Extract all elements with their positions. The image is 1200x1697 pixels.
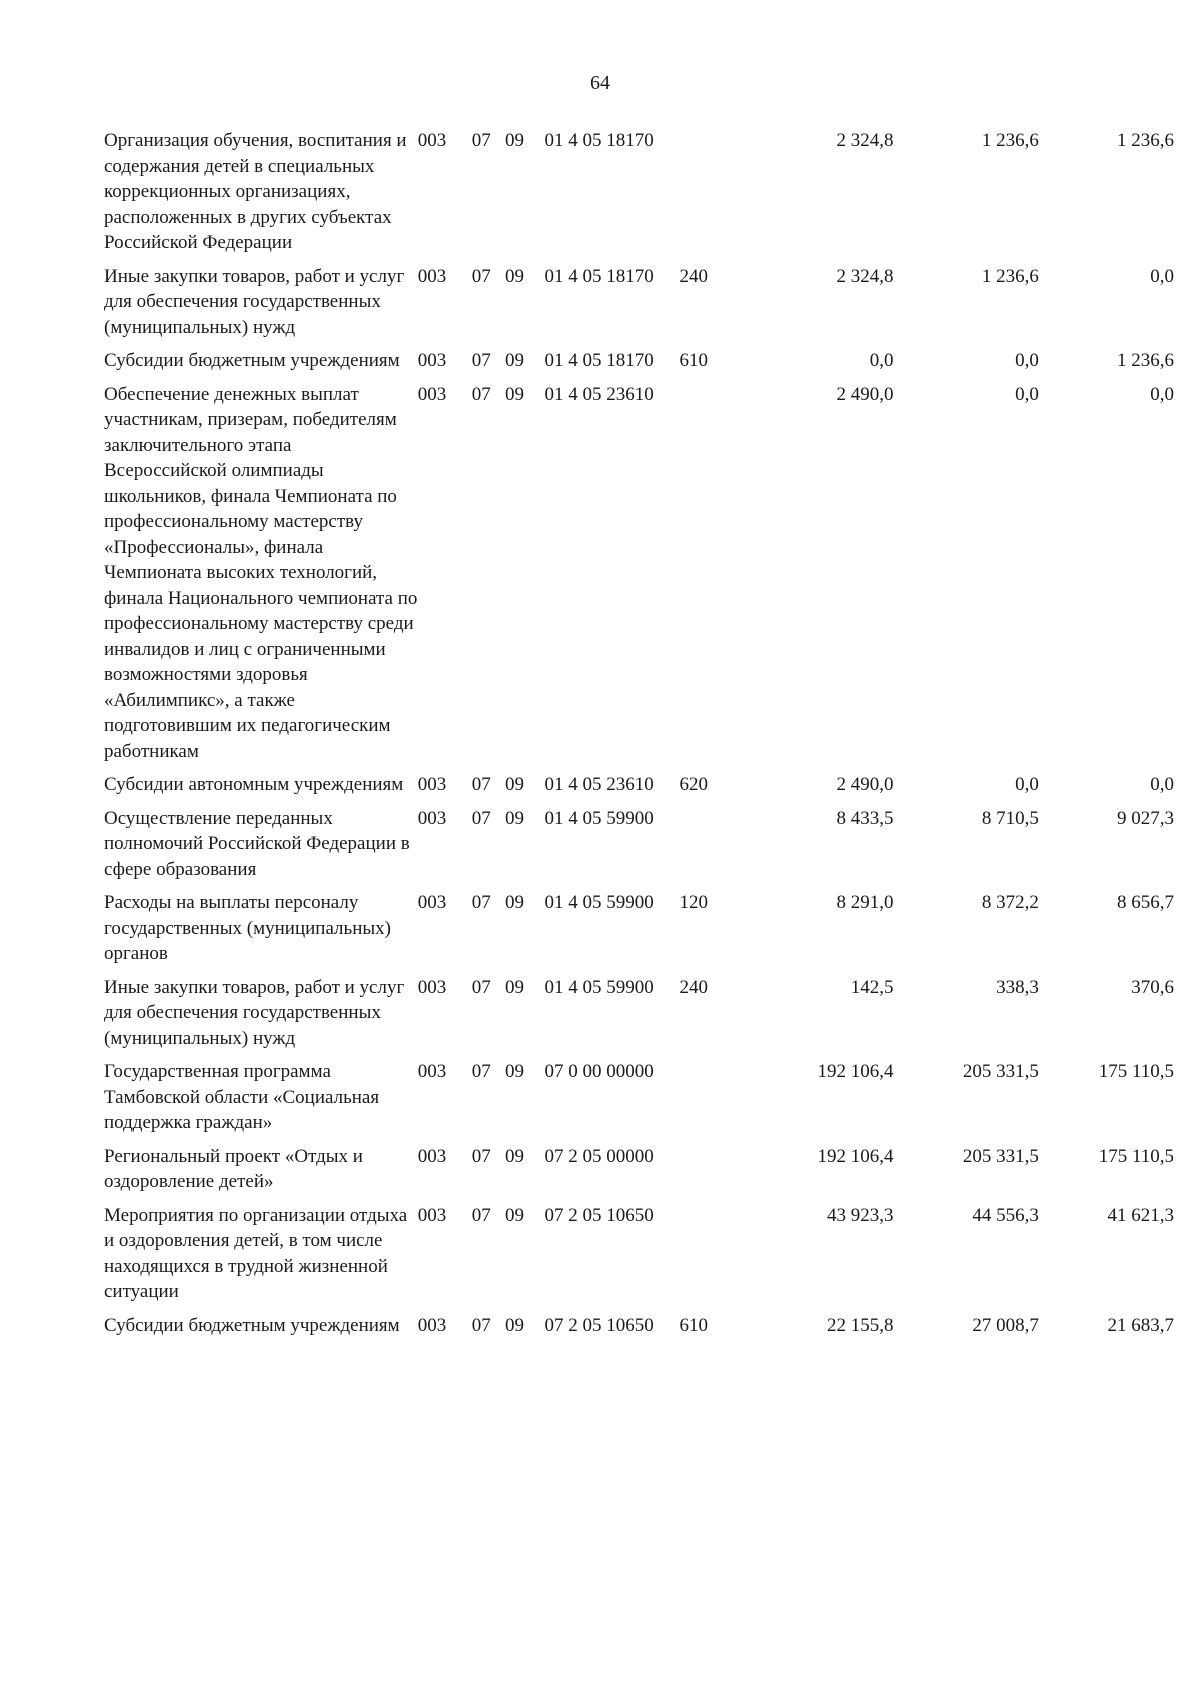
row-section-code: 07 <box>471 1061 491 1082</box>
row-name: Расходы на выплаты персоналу государственных (муниципальных) органов <box>104 892 391 964</box>
row-subsection-code: 09 <box>504 1061 524 1082</box>
row-amount-year2: 0,0 <box>1015 774 1039 795</box>
row-name: Обеспечение денежных выплат участникам, призерам, победителям заключительного этапа Всероссийской олимпиады школьников, финала Чемпионата по профессиональному мастерству «Профессионалы», финала Чемпионата высоких технологий, финала Национального чемпионата по профессиональному мастерству среди инвалидов и лиц с ограниченными возможностями здоровья «Абилимпикс», а также подготовившим их педагогическим работникам <box>104 383 418 762</box>
row-amount-year1: 2 324,8 <box>836 130 894 151</box>
row-amount-year3: 1 236,6 <box>1117 350 1174 371</box>
row-target-article: 01 4 05 59900 <box>544 807 654 829</box>
row-amount-year1: 8 291,0 <box>836 892 894 913</box>
row-expense-type <box>679 1144 731 1203</box>
table-body <box>104 128 1174 1346</box>
row-section-code: 07 <box>471 1314 491 1336</box>
table-row <box>104 975 1174 1060</box>
table-row <box>104 382 1174 773</box>
row-ministry-code: 003 <box>417 1204 447 1226</box>
budget-table <box>104 128 1174 1346</box>
table-row <box>104 348 1174 382</box>
row-section-code: 07 <box>471 976 491 998</box>
row-target-article: 01 4 05 23610 <box>544 774 654 795</box>
row-amount-year2: 205 331,5 <box>962 1061 1039 1082</box>
row-section-code: 07 <box>471 350 491 371</box>
row-amount-year1: 43 923,3 <box>826 1204 894 1226</box>
row-expense-type: 120 <box>679 892 708 913</box>
row-target-article: 01 4 05 23610 <box>544 383 654 405</box>
row-amount-year3: 0,0 <box>1150 774 1174 795</box>
row-amount-year3: 21 683,7 <box>1107 1314 1174 1336</box>
row-amount-year1: 142,5 <box>850 976 894 998</box>
row-name: Субсидии бюджетным учреждениям <box>104 1314 400 1336</box>
table-row <box>104 772 1174 806</box>
row-subsection-code: 09 <box>504 807 524 829</box>
row-subsection-code: 09 <box>504 892 524 913</box>
row-amount-year2: 0,0 <box>1015 383 1039 405</box>
row-ministry-code: 003 <box>417 1314 447 1336</box>
row-expense-type: 610 <box>679 350 708 371</box>
table-row <box>104 264 1174 349</box>
row-amount-year1: 2 324,8 <box>836 265 894 287</box>
row-ministry-code: 003 <box>417 265 447 287</box>
row-section-code: 07 <box>471 774 491 795</box>
row-subsection-code: 09 <box>504 350 524 371</box>
row-ministry-code: 003 <box>417 892 447 913</box>
row-target-article: 01 4 05 59900 <box>544 892 654 913</box>
row-expense-type: 610 <box>679 1314 708 1336</box>
row-amount-year1: 0,0 <box>869 350 894 371</box>
row-section-code: 07 <box>471 383 491 405</box>
table-row <box>104 128 1174 264</box>
row-amount-year3: 8 656,7 <box>1117 892 1174 913</box>
row-amount-year3: 175 110,5 <box>1098 1145 1174 1167</box>
row-expense-type <box>679 382 731 773</box>
row-name: Государственная программа Тамбовской области «Социальная поддержка граждан» <box>104 1061 380 1133</box>
row-ministry-code: 003 <box>417 383 447 405</box>
row-section-code: 07 <box>471 1204 491 1226</box>
row-subsection-code: 09 <box>504 976 524 998</box>
row-ministry-code: 003 <box>417 1061 447 1082</box>
row-subsection-code: 09 <box>504 1145 524 1167</box>
row-subsection-code: 09 <box>504 774 524 795</box>
row-amount-year2: 27 008,7 <box>972 1314 1039 1336</box>
table-row <box>104 1203 1174 1313</box>
row-amount-year1: 2 490,0 <box>836 383 894 405</box>
table-row <box>104 1059 1174 1144</box>
row-name: Региональный проект «Отдых и оздоровление детей» <box>104 1145 363 1192</box>
row-target-article: 01 4 05 18170 <box>544 350 654 371</box>
row-amount-year3: 41 621,3 <box>1107 1204 1174 1226</box>
row-target-article: 07 2 05 10650 <box>544 1314 654 1336</box>
row-subsection-code: 09 <box>504 1314 524 1336</box>
row-target-article: 01 4 05 59900 <box>544 976 654 998</box>
row-amount-year1: 8 433,5 <box>836 807 894 829</box>
row-ministry-code: 003 <box>417 807 447 829</box>
table-row <box>104 890 1174 975</box>
row-expense-type: 240 <box>679 265 708 287</box>
row-amount-year2: 1 236,6 <box>981 265 1039 287</box>
row-amount-year2: 205 331,5 <box>962 1145 1039 1167</box>
table-row <box>104 806 1174 891</box>
row-ministry-code: 003 <box>417 1145 447 1167</box>
row-name: Иные закупки товаров, работ и услуг для обеспечения государственных (муниципальных) нужд <box>104 976 405 1049</box>
row-name: Субсидии бюджетным учреждениям <box>104 350 400 371</box>
row-subsection-code: 09 <box>504 1204 524 1226</box>
page-number: 64 <box>590 72 610 94</box>
row-amount-year3: 370,6 <box>1131 976 1174 998</box>
row-target-article: 01 4 05 18170 <box>544 265 654 287</box>
row-ministry-code: 003 <box>417 976 447 998</box>
row-amount-year1: 192 106,4 <box>817 1145 894 1167</box>
row-subsection-code: 09 <box>504 265 524 287</box>
row-amount-year2: 44 556,3 <box>972 1204 1039 1226</box>
row-amount-year2: 0,0 <box>1015 350 1039 371</box>
row-target-article: 07 2 05 00000 <box>544 1145 654 1167</box>
row-section-code: 07 <box>471 130 491 151</box>
row-target-article: 01 4 05 18170 <box>544 130 654 151</box>
row-amount-year2: 1 236,6 <box>981 130 1039 151</box>
row-amount-year3: 0,0 <box>1150 265 1174 287</box>
table-row <box>104 1313 1174 1347</box>
row-amount-year2: 8 372,2 <box>981 892 1039 913</box>
row-ministry-code: 003 <box>417 130 447 151</box>
row-amount-year3: 1 236,6 <box>1117 130 1174 151</box>
row-amount-year1: 192 106,4 <box>817 1061 894 1082</box>
row-amount-year3: 9 027,3 <box>1117 807 1174 829</box>
row-name: Осуществление переданных полномочий Российской Федерации в сфере образования <box>104 807 410 880</box>
row-amount-year2: 338,3 <box>996 976 1039 998</box>
row-amount-year1: 22 155,8 <box>826 1314 894 1336</box>
row-amount-year1: 2 490,0 <box>836 774 894 795</box>
row-expense-type <box>679 1203 731 1313</box>
row-ministry-code: 003 <box>417 350 447 371</box>
table-row <box>104 1144 1174 1203</box>
row-expense-type: 620 <box>679 774 708 795</box>
row-amount-year3: 0,0 <box>1150 383 1174 405</box>
row-amount-year2: 8 710,5 <box>981 807 1039 829</box>
row-section-code: 07 <box>471 1145 491 1167</box>
row-name: Иные закупки товаров, работ и услуг для обеспечения государственных (муниципальных) нужд <box>104 265 405 338</box>
row-subsection-code: 09 <box>504 383 524 405</box>
row-section-code: 07 <box>471 265 491 287</box>
row-section-code: 07 <box>471 892 491 913</box>
row-target-article: 07 2 05 10650 <box>544 1204 654 1226</box>
row-name: Субсидии автономным учреждениям <box>104 774 404 795</box>
row-expense-type <box>679 806 731 891</box>
row-expense-type <box>679 1059 731 1144</box>
row-section-code: 07 <box>471 807 491 829</box>
row-name: Организация обучения, воспитания и содержания детей в специальных коррекционных организациях, расположенных в других субъектах Российской Федерации <box>104 130 407 253</box>
row-expense-type: 240 <box>679 976 708 998</box>
row-expense-type <box>679 128 731 264</box>
row-amount-year3: 175 110,5 <box>1098 1061 1174 1082</box>
row-name: Мероприятия по организации отдыха и оздоровления детей, в том числе находящихся в трудной жизненной ситуации <box>104 1204 408 1302</box>
row-subsection-code: 09 <box>504 130 524 151</box>
row-target-article: 07 0 00 00000 <box>544 1061 654 1082</box>
row-ministry-code: 003 <box>417 774 447 795</box>
